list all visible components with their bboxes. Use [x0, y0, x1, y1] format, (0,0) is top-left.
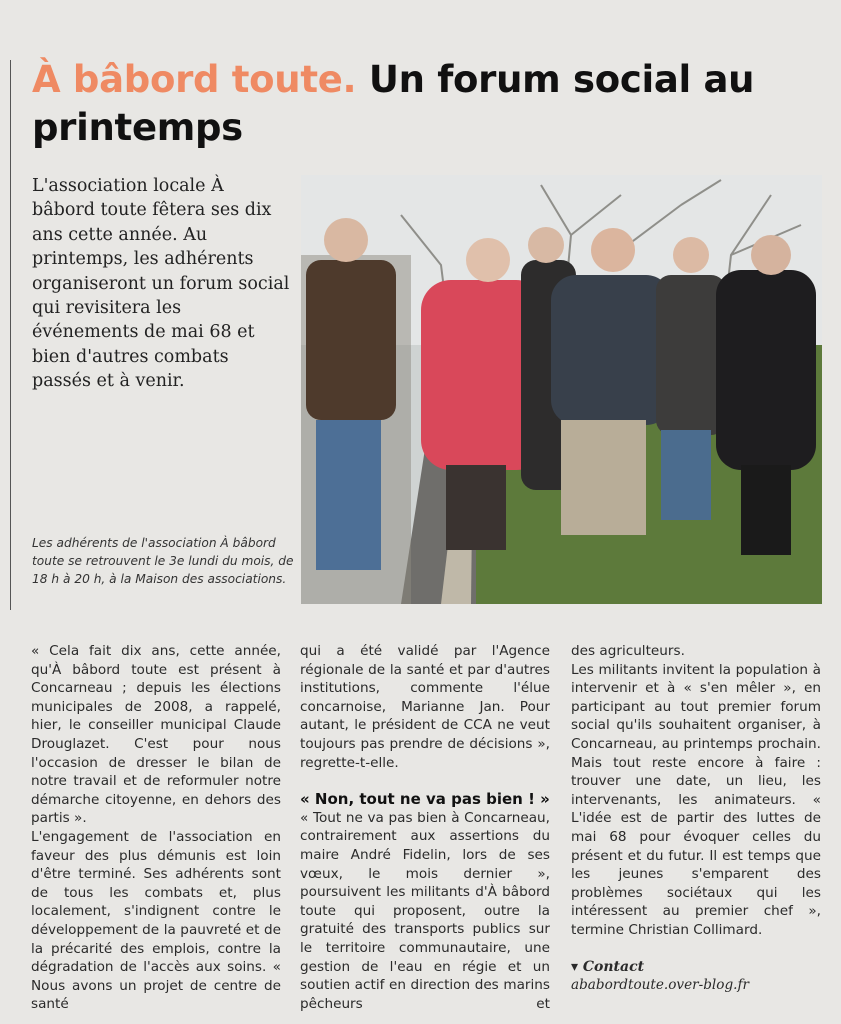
contact-label: ▾ Contact — [571, 958, 645, 975]
body-paragraph: des agriculteurs. — [571, 643, 685, 659]
intro-paragraph: L'association locale À bâbord toute fêtera ses dix ans cette année. Au printemps, les adhérents organiseront un forum social qui revisitera les événements de mai 68 et bien d'autres combats passés et à venir. — [32, 176, 290, 392]
photo-caption: Les adhérents de l'association À bâbord toute se retrouvent le 3e lundi du mois, de 18 h à 20 h, à la Maison des associations. — [32, 536, 294, 586]
body-paragraph: Les militants invitent la population à intervenir et à « s'en mêler », en participant au tout premier forum social qu'ils souhaitent organiser, à Concarneau, au printemps prochain. Mais tout reste encore à faire : trouver une date, un lieu, les intervenants, les animateurs. « L'idée est de partir des luttes de mai 68 pour évoquer celles du présent et du futur. Il est temps que les jeunes s'emparent des problèmes sociétaux qui les intéressent au premier chef », termine Christian Collimard. — [571, 661, 821, 938]
headline-title: Un forum social au printemps — [32, 58, 755, 149]
group-photo-image — [301, 175, 822, 604]
article-column-1 — [31, 642, 281, 1014]
headline-kicker: À bâbord toute. — [32, 58, 357, 101]
column-rule — [10, 60, 11, 610]
body-paragraph: « Tout ne va pas bien à Concarneau, contrairement aux assertions du maire André Fidelin, lors de ses vœux, le mois dernier », poursuivent les militants d'À bâbord toute qui proposent, outre la gratuité des transports publics sur le territoire communautaire, une gestion de l'eau en régie et un soutien actif en direction des marins pêcheurs et — [300, 809, 550, 1012]
body-paragraph: qui a été validé par l'Agence régionale de la santé et par d'autres institutions, commente l'élue concarnoise, Marianne Jan. Pour autant, le président de CCA ne veut toujours pas prendre de décisions », regrette-t-elle. — [300, 643, 550, 771]
body-paragraph: L'engagement de l'association en faveur des plus démunis est loin d'être terminé. Ses adhérents sont de tous les combats et, plus localement, s'indignent contre le développement de la pauvreté et de la précarité des emplois, contre la dégradation de l'accès aux soins. « Nous avons un projet de centre de santé — [31, 828, 281, 1013]
headline — [32, 56, 812, 152]
body-paragraph: « Cela fait dix ans, cette année, qu'À bâbord toute est présent à Concarneau ; depuis les élections municipales de 2008, a rappelé, hier, le conseiller municipal Claude Drouglazet. C'est pour nous l'occasion de dresser le bilan de notre travail et de reformuler notre démarche citoyenne, en dehors des partis ». — [31, 643, 281, 827]
subheading: « Non, tout ne va pas bien ! » — [300, 790, 550, 809]
contact-link[interactable]: ababordtoute.over-blog.fr — [571, 977, 750, 994]
article-column-2 — [300, 642, 550, 1013]
group-photo — [301, 175, 822, 604]
article-column-3 — [571, 642, 821, 995]
